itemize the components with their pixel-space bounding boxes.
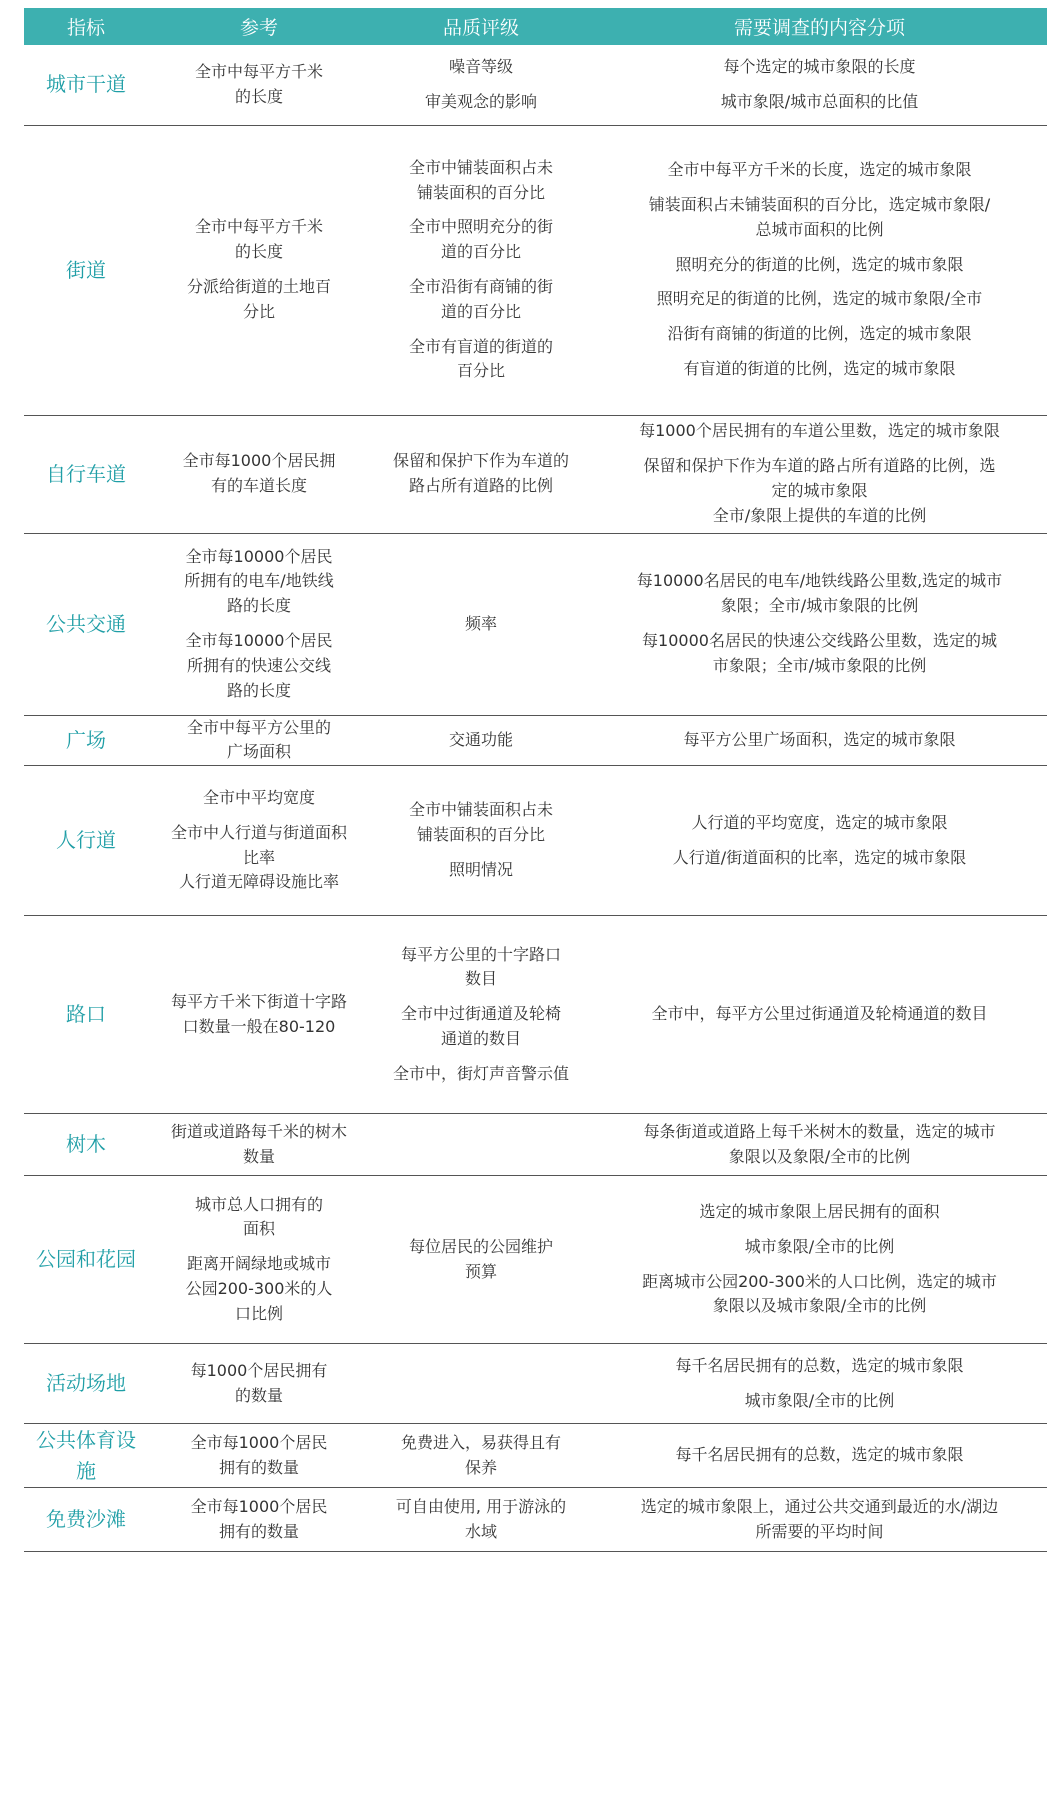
quality-item: 每平方公里的十字路口 数目 bbox=[400, 944, 561, 989]
quality-cell bbox=[370, 1176, 592, 1344]
table-row bbox=[24, 1424, 1047, 1488]
content-item: 每千名居民拥有的总数，选定的城市象限 bbox=[675, 1445, 964, 1465]
quality-item: 全市中，街灯声音警示值 bbox=[392, 1063, 569, 1083]
reference-cell bbox=[148, 415, 370, 533]
table-row bbox=[24, 533, 1047, 715]
content-cell bbox=[592, 916, 1047, 1114]
reference-item: 城市总人口拥有的 面积 bbox=[194, 1194, 323, 1239]
content-item: 保留和保护下作为车道的路占所有道路的比例，选 定的城市象限 全市/象限上提供的车道的比例 bbox=[643, 456, 996, 525]
table-header bbox=[24, 8, 1047, 45]
content-item: 每10000名居民的快速公交线路公里数，选定的城 市象限；全市/城市象限的比例 bbox=[642, 631, 997, 675]
content-item: 照明充分的街道的比例，选定的城市象限 bbox=[675, 254, 964, 274]
content-item: 选定的城市象限上居民拥有的面积 bbox=[699, 1202, 940, 1221]
reference-item: 全市中每平方千米 的长度 bbox=[194, 61, 323, 106]
reference-item: 全市中人行道与街道面积 比率 人行道无障碍设施比率 bbox=[170, 822, 347, 892]
indicator-cell: 公共体育设施 bbox=[24, 1424, 148, 1488]
quality-cell bbox=[370, 125, 592, 415]
quality-item: 交通功能 bbox=[448, 729, 513, 749]
quality-item: 频率 bbox=[464, 613, 497, 633]
content-item: 城市象限/城市总面积的比值 bbox=[720, 91, 919, 111]
reference-item: 距离开阔绿地或城市 公园200-300米的人 口比例 bbox=[185, 1254, 333, 1323]
reference-item: 全市每1000个居民拥 有的车道长度 bbox=[182, 451, 336, 495]
reference-item: 街道或道路每千米的树木 数量 bbox=[170, 1121, 347, 1166]
content-cell bbox=[592, 533, 1047, 715]
quality-item: 审美观念的影响 bbox=[424, 91, 537, 111]
quality-item: 免费进入，易获得且有 保养 bbox=[400, 1432, 561, 1477]
content-item: 沿街有商铺的街道的比例，选定的城市象限 bbox=[667, 324, 972, 344]
content-item: 人行道/街道面积的比率，选定的城市象限 bbox=[672, 847, 967, 867]
indicator-cell: 广场 bbox=[24, 715, 148, 766]
content-cell bbox=[592, 1488, 1047, 1552]
table-row bbox=[24, 916, 1047, 1114]
table-row bbox=[24, 1488, 1047, 1552]
table-row bbox=[24, 766, 1047, 916]
quality-item: 噪音等级 bbox=[448, 56, 513, 76]
indicator-cell: 自行车道 bbox=[24, 415, 148, 533]
reference-cell bbox=[148, 125, 370, 415]
content-item: 选定的城市象限上，通过公共交通到最近的水/湖边 所需要的平均时间 bbox=[640, 1496, 999, 1541]
indicator-cell: 路口 bbox=[24, 916, 148, 1114]
indicator-cell: 街道 bbox=[24, 125, 148, 415]
reference-item: 分派给街道的土地百 分比 bbox=[186, 277, 331, 321]
indicator-cell: 树木 bbox=[24, 1114, 148, 1176]
reference-item: 全市中平均宽度 bbox=[202, 788, 315, 807]
quality-cell bbox=[370, 766, 592, 916]
content-cell bbox=[592, 766, 1047, 916]
quality-item: 照明情况 bbox=[448, 859, 513, 879]
quality-item: 保留和保护下作为车道的 路占所有道路的比例 bbox=[392, 451, 569, 495]
indicator-cell: 公共交通 bbox=[24, 533, 148, 715]
indicator-cell: 活动场地 bbox=[24, 1344, 148, 1424]
indicator-cell: 公园和花园 bbox=[24, 1176, 148, 1344]
table-body bbox=[24, 45, 1047, 1552]
content-item: 有盲道的街道的比例，选定的城市象限 bbox=[683, 358, 956, 378]
content-item: 每千名居民拥有的总数，选定的城市象限 bbox=[675, 1355, 964, 1375]
header-row bbox=[24, 8, 1047, 45]
reference-cell bbox=[148, 1488, 370, 1552]
content-cell bbox=[592, 1344, 1047, 1424]
content-item: 每10000名居民的电车/地铁线路公里数,选定的城市 象限；全市/城市象限的比例 bbox=[636, 571, 1003, 616]
reference-cell bbox=[148, 533, 370, 715]
content-cell bbox=[592, 45, 1047, 125]
reference-cell bbox=[148, 1344, 370, 1424]
table-row bbox=[24, 715, 1047, 766]
table-row bbox=[24, 125, 1047, 415]
content-cell bbox=[592, 1424, 1047, 1488]
reference-cell bbox=[148, 715, 370, 766]
quality-cell bbox=[370, 1114, 592, 1176]
quality-cell bbox=[370, 1488, 592, 1552]
reference-item: 每1000个居民拥有 的数量 bbox=[190, 1360, 328, 1405]
content-item: 人行道的平均宽度，选定的城市象限 bbox=[691, 812, 948, 832]
quality-cell bbox=[370, 1344, 592, 1424]
content-item: 照明充足的街道的比例，选定的城市象限/全市 bbox=[656, 289, 983, 309]
table-row bbox=[24, 45, 1047, 125]
quality-item: 全市中铺装面积占未 铺装面积的百分比 bbox=[408, 800, 553, 845]
content-item: 全市中，每平方公里过街通道及轮椅通道的数目 bbox=[651, 1004, 988, 1024]
indicator-table bbox=[24, 8, 1047, 1552]
indicator-cell: 人行道 bbox=[24, 766, 148, 916]
quality-item: 每位居民的公园维护 预算 bbox=[408, 1236, 553, 1281]
content-cell bbox=[592, 1176, 1047, 1344]
content-item: 铺装面积占未铺装面积的百分比，选定城市象限/ 总城市面积的比例 bbox=[648, 195, 991, 239]
reference-cell bbox=[148, 916, 370, 1114]
table-row bbox=[24, 415, 1047, 533]
content-cell bbox=[592, 1114, 1047, 1176]
content-cell bbox=[592, 715, 1047, 766]
reference-cell bbox=[148, 1424, 370, 1488]
quality-cell bbox=[370, 533, 592, 715]
content-item: 城市象限/全市的比例 bbox=[744, 1236, 895, 1256]
indicator-cell: 城市干道 bbox=[24, 45, 148, 125]
header-survey-items: 需要调查的内容分项 bbox=[733, 17, 905, 39]
content-cell bbox=[592, 125, 1047, 415]
quality-item: 全市沿街有商铺的街 道的百分比 bbox=[408, 277, 553, 321]
reference-cell bbox=[148, 1114, 370, 1176]
quality-item: 全市有盲道的街道的 百分比 bbox=[408, 336, 553, 381]
content-item: 每条街道或道路上每千米树木的数量，选定的城市 象限以及象限/全市的比例 bbox=[643, 1121, 996, 1166]
reference-item: 全市每10000个居民 所拥有的电车/地铁线 路的长度 bbox=[184, 546, 334, 616]
reference-item: 全市每1000个居民 拥有的数量 bbox=[190, 1432, 328, 1477]
reference-item: 全市每10000个居民 所拥有的快速公交线 路的长度 bbox=[185, 631, 333, 700]
quality-cell bbox=[370, 415, 592, 533]
reference-item: 全市每1000个居民 拥有的数量 bbox=[190, 1496, 328, 1541]
header-indicator: 指标 bbox=[66, 17, 105, 39]
quality-item: 全市中照明充分的街 道的百分比 bbox=[408, 217, 553, 262]
reference-item: 全市中每平方千米 的长度 bbox=[194, 217, 323, 262]
table-row bbox=[24, 1344, 1047, 1424]
indicator-cell: 免费沙滩 bbox=[24, 1488, 148, 1552]
quality-item: 可自由使用, 用于游泳的 水域 bbox=[395, 1496, 567, 1541]
quality-cell bbox=[370, 916, 592, 1114]
quality-cell bbox=[370, 715, 592, 766]
header-quality-rating: 品质评级 bbox=[442, 17, 519, 39]
content-item: 每1000个居民拥有的车道公里数，选定的城市象限 bbox=[639, 421, 1000, 441]
quality-item: 全市中过街通道及轮椅 通道的数目 bbox=[400, 1004, 561, 1048]
content-cell bbox=[592, 415, 1047, 533]
content-item: 城市象限/全市的比例 bbox=[744, 1390, 895, 1410]
header-reference: 参考 bbox=[239, 17, 278, 39]
content-item: 全市中每平方千米的长度，选定的城市象限 bbox=[667, 160, 972, 180]
table-row bbox=[24, 1114, 1047, 1176]
content-item: 距离城市公园200-300米的人口比例，选定的城市 象限以及城市象限/全市的比例 bbox=[642, 1271, 997, 1316]
reference-item: 全市中每平方公里的 广场面积 bbox=[186, 717, 331, 762]
reference-item: 每平方千米下街道十字路 口数量一般在80-120 bbox=[170, 991, 347, 1036]
quality-item: 全市中铺装面积占未 铺装面积的百分比 bbox=[408, 157, 553, 202]
table-row bbox=[24, 1176, 1047, 1344]
quality-cell bbox=[370, 1424, 592, 1488]
reference-cell bbox=[148, 45, 370, 125]
quality-cell bbox=[370, 45, 592, 125]
reference-cell bbox=[148, 1176, 370, 1344]
reference-cell bbox=[148, 766, 370, 916]
content-item: 每平方公里广场面积，选定的城市象限 bbox=[683, 729, 956, 749]
content-item: 每个选定的城市象限的长度 bbox=[723, 56, 916, 76]
